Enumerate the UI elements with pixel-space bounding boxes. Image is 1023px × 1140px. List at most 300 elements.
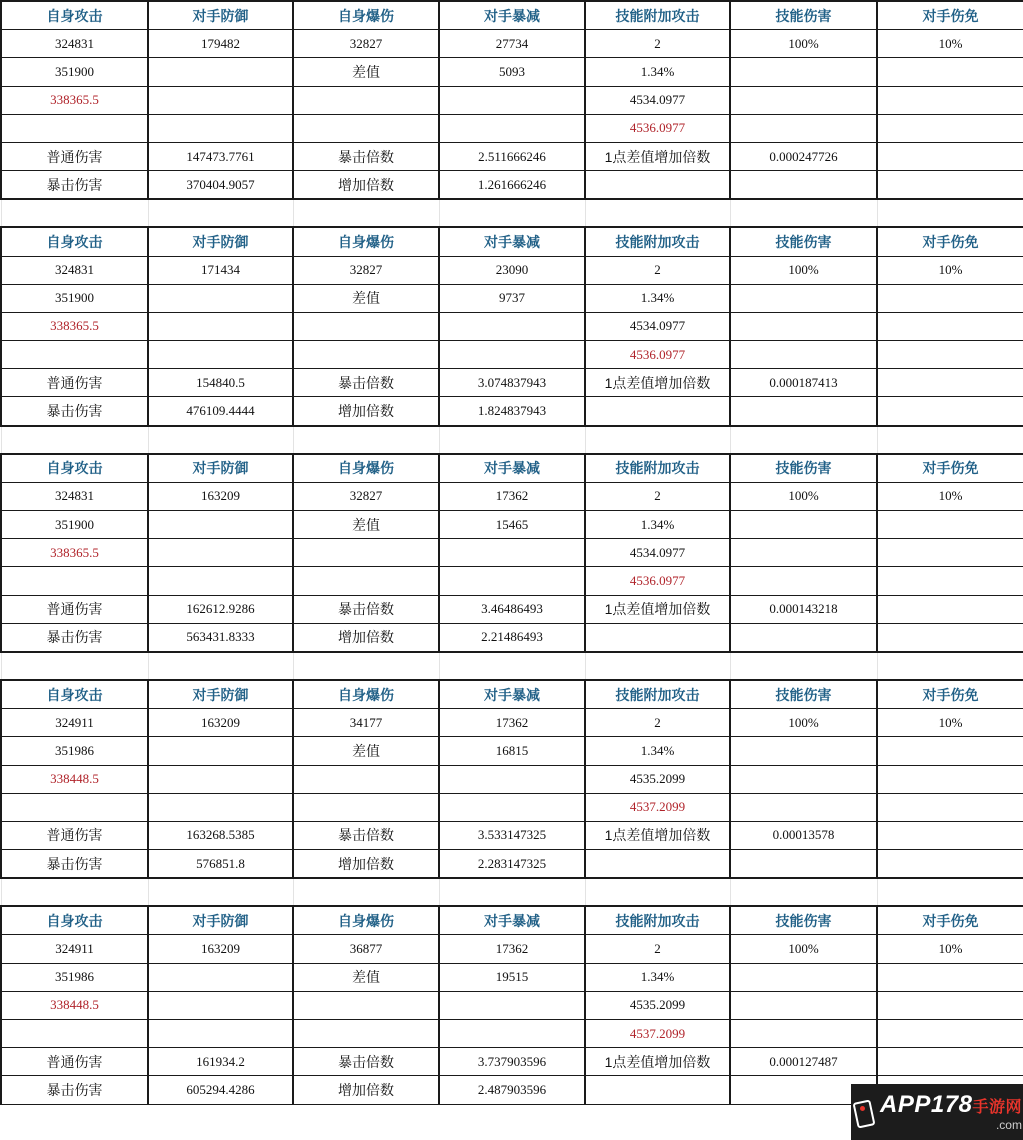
empty-cell [439,114,585,142]
empty-cell [730,963,877,991]
empty-cell [148,284,293,312]
empty-cell [877,878,1023,906]
empty-cell [148,58,293,86]
data-cell: 2.21486493 [439,623,585,652]
empty-cell [585,1076,730,1104]
row-label: 普通伤害 [1,821,148,849]
empty-cell [1,878,148,906]
row-label: 1点差值增加倍数 [585,369,730,397]
column-header: 自身爆伤 [293,227,439,256]
table-row [1,539,1023,567]
empty-cell [585,199,730,227]
column-header: 对手暴减 [439,1,585,30]
empty-cell [877,397,1023,426]
empty-cell [293,793,439,821]
data-cell: 476109.4444 [148,397,293,426]
data-cell: 100% [730,482,877,510]
column-header: 技能附加攻击 [585,454,730,483]
empty-cell [730,1020,877,1048]
empty-cell [293,539,439,567]
empty-cell [293,114,439,142]
watermark-brand [880,1093,1022,1117]
empty-cell [293,878,439,906]
row-label: 增加倍数 [293,397,439,426]
empty-cell [439,1020,585,1048]
data-cell: 4536.0977 [585,341,730,369]
empty-cell [585,652,730,680]
empty-cell [439,991,585,1019]
data-cell: 0.000143218 [730,595,877,623]
data-cell: 3.074837943 [439,369,585,397]
data-cell: 163268.5385 [148,821,293,849]
table-row [1,963,1023,991]
data-cell: 100% [730,935,877,963]
column-header: 技能伤害 [730,227,877,256]
data-cell: 154840.5 [148,369,293,397]
column-header: 技能伤害 [730,1,877,30]
data-cell: 16815 [439,737,585,765]
empty-cell [585,426,730,454]
empty-cell [730,312,877,340]
empty-cell [1,793,148,821]
separator-row [1,652,1023,680]
empty-cell [877,369,1023,397]
empty-cell [439,86,585,114]
header-row [1,906,1023,935]
data-cell: 4536.0977 [585,567,730,595]
data-cell: 576851.8 [148,850,293,879]
data-cell: 0.000187413 [730,369,877,397]
row-label: 普通伤害 [1,595,148,623]
data-cell: 34177 [293,709,439,737]
empty-cell [877,991,1023,1019]
data-cell: 324831 [1,256,148,284]
data-cell: 1.34% [585,737,730,765]
empty-cell [148,341,293,369]
row-label: 暴击伤害 [1,397,148,426]
column-header: 技能附加攻击 [585,1,730,30]
column-header: 对手伤免 [877,680,1023,709]
data-cell: 179482 [148,30,293,58]
table-row [1,1020,1023,1048]
table-row [1,765,1023,793]
row-label: 暴击倍数 [293,1048,439,1076]
empty-cell [877,284,1023,312]
data-cell: 2 [585,709,730,737]
column-header: 对手伤免 [877,227,1023,256]
empty-cell [877,1048,1023,1076]
empty-cell [730,341,877,369]
data-cell: 338448.5 [1,765,148,793]
data-cell: 9737 [439,284,585,312]
empty-cell [877,595,1023,623]
empty-cell [439,652,585,680]
empty-cell [148,511,293,539]
data-cell: 0.00013578 [730,821,877,849]
empty-cell [877,142,1023,170]
empty-cell [148,86,293,114]
empty-cell [730,793,877,821]
data-cell: 324831 [1,482,148,510]
data-cell: 17362 [439,935,585,963]
empty-cell [148,114,293,142]
empty-cell [148,312,293,340]
empty-cell [439,793,585,821]
data-cell: 605294.4286 [148,1076,293,1104]
data-cell: 32827 [293,256,439,284]
data-cell: 19515 [439,963,585,991]
empty-cell [585,171,730,200]
table-row [1,341,1023,369]
empty-cell [293,426,439,454]
data-cell: 10% [877,709,1023,737]
header-row [1,1,1023,30]
empty-cell [1,426,148,454]
table-row [1,397,1023,426]
empty-cell [439,765,585,793]
data-cell: 351900 [1,511,148,539]
empty-cell [730,878,877,906]
data-cell: 1.34% [585,58,730,86]
phone-icon [852,1097,874,1127]
data-cell: 3.533147325 [439,821,585,849]
row-label: 暴击倍数 [293,595,439,623]
empty-cell [730,114,877,142]
table-row [1,30,1023,58]
table-row [1,623,1023,652]
row-label: 增加倍数 [293,1076,439,1104]
column-header: 技能伤害 [730,680,877,709]
empty-cell [877,539,1023,567]
data-cell: 15465 [439,511,585,539]
row-label: 差值 [293,737,439,765]
data-cell: 3.46486493 [439,595,585,623]
data-cell: 0.000127487 [730,1048,877,1076]
separator-row [1,199,1023,227]
empty-cell [730,199,877,227]
empty-cell [730,284,877,312]
empty-cell [148,991,293,1019]
data-cell: 338365.5 [1,312,148,340]
data-cell: 162612.9286 [148,595,293,623]
data-cell: 163209 [148,935,293,963]
data-cell: 100% [730,30,877,58]
empty-cell [1,567,148,595]
row-label: 差值 [293,511,439,539]
empty-cell [730,58,877,86]
row-label: 增加倍数 [293,850,439,879]
column-header: 对手伤免 [877,906,1023,935]
empty-cell [148,878,293,906]
row-label: 普通伤害 [1,1048,148,1076]
data-cell: 163209 [148,482,293,510]
data-cell: 17362 [439,709,585,737]
table-row [1,991,1023,1019]
data-cell: 2.511666246 [439,142,585,170]
table-row [1,142,1023,170]
empty-cell [730,171,877,200]
data-cell: 10% [877,482,1023,510]
empty-cell [730,426,877,454]
header-row [1,454,1023,483]
row-label: 普通伤害 [1,142,148,170]
row-label: 暴击倍数 [293,142,439,170]
empty-cell [730,86,877,114]
app178-watermark-logo [851,1084,1023,1140]
empty-cell [293,199,439,227]
data-cell: 32827 [293,482,439,510]
table-row [1,312,1023,340]
empty-cell [293,567,439,595]
empty-cell [439,567,585,595]
table-row [1,482,1023,510]
column-header: 自身爆伤 [293,454,439,483]
empty-cell [730,623,877,652]
empty-cell [877,426,1023,454]
data-cell: 4535.2099 [585,991,730,1019]
data-cell: 563431.8333 [148,623,293,652]
data-cell: 2 [585,482,730,510]
column-header: 对手防御 [148,227,293,256]
empty-cell [877,963,1023,991]
empty-cell [877,793,1023,821]
empty-cell [148,567,293,595]
column-header: 技能附加攻击 [585,227,730,256]
empty-cell [293,1020,439,1048]
watermark-brand-sub: 手游网 [972,1099,1022,1116]
table-row [1,935,1023,963]
empty-cell [1,199,148,227]
empty-cell [877,623,1023,652]
empty-cell [148,426,293,454]
empty-cell [730,567,877,595]
row-label: 暴击倍数 [293,821,439,849]
column-header: 对手防御 [148,680,293,709]
empty-cell [1,1020,148,1048]
table-row [1,511,1023,539]
data-cell: 2 [585,30,730,58]
column-header: 自身攻击 [1,454,148,483]
empty-cell [877,511,1023,539]
empty-cell [293,991,439,1019]
table-row [1,567,1023,595]
data-cell: 4537.2099 [585,793,730,821]
empty-cell [293,765,439,793]
column-header: 自身爆伤 [293,680,439,709]
column-header: 对手暴减 [439,454,585,483]
data-cell: 4534.0977 [585,86,730,114]
empty-cell [877,652,1023,680]
empty-cell [148,652,293,680]
empty-cell [148,765,293,793]
empty-cell [877,114,1023,142]
column-header: 对手防御 [148,906,293,935]
data-cell: 100% [730,256,877,284]
row-label: 增加倍数 [293,171,439,200]
row-label: 1点差值增加倍数 [585,595,730,623]
table-row [1,595,1023,623]
empty-cell [293,312,439,340]
empty-cell [293,341,439,369]
data-cell: 351986 [1,737,148,765]
empty-cell [730,765,877,793]
column-header: 自身爆伤 [293,1,439,30]
empty-cell [148,539,293,567]
table-row [1,114,1023,142]
column-header: 自身攻击 [1,227,148,256]
empty-cell [439,341,585,369]
row-label: 增加倍数 [293,623,439,652]
header-row [1,680,1023,709]
column-header: 对手暴减 [439,906,585,935]
empty-cell [877,86,1023,114]
row-label: 1点差值增加倍数 [585,1048,730,1076]
table-row [1,1048,1023,1076]
empty-cell [1,114,148,142]
data-cell: 351900 [1,284,148,312]
row-label: 差值 [293,963,439,991]
empty-cell [730,511,877,539]
data-cell: 2 [585,256,730,284]
table-row [1,256,1023,284]
separator-row [1,426,1023,454]
column-header: 对手伤免 [877,1,1023,30]
data-cell: 324911 [1,935,148,963]
table-row [1,58,1023,86]
column-header: 技能附加攻击 [585,680,730,709]
data-cell: 1.824837943 [439,397,585,426]
data-cell: 324911 [1,709,148,737]
empty-cell [730,850,877,879]
row-label: 暴击伤害 [1,850,148,879]
column-header: 对手防御 [148,1,293,30]
data-cell: 10% [877,30,1023,58]
empty-cell [585,878,730,906]
empty-cell [730,991,877,1019]
column-header: 技能伤害 [730,906,877,935]
data-cell: 351986 [1,963,148,991]
data-cell: 147473.7761 [148,142,293,170]
data-cell: 338365.5 [1,539,148,567]
data-cell: 324831 [1,30,148,58]
table-row [1,369,1023,397]
empty-cell [439,878,585,906]
empty-cell [1,652,148,680]
column-header: 对手暴减 [439,227,585,256]
data-cell: 4536.0977 [585,114,730,142]
empty-cell [148,793,293,821]
data-cell: 1.34% [585,963,730,991]
data-cell: 171434 [148,256,293,284]
data-cell: 10% [877,935,1023,963]
row-label: 暴击伤害 [1,623,148,652]
empty-cell [439,539,585,567]
empty-cell [585,850,730,879]
column-header: 技能附加攻击 [585,906,730,935]
data-cell: 2 [585,935,730,963]
column-header: 自身爆伤 [293,906,439,935]
data-cell: 17362 [439,482,585,510]
empty-cell [585,623,730,652]
empty-cell [585,397,730,426]
table-row [1,709,1023,737]
empty-cell [439,426,585,454]
data-cell: 351900 [1,58,148,86]
data-cell: 4535.2099 [585,765,730,793]
table-row [1,284,1023,312]
data-cell: 36877 [293,935,439,963]
empty-cell [293,86,439,114]
column-header: 自身攻击 [1,680,148,709]
empty-cell [730,737,877,765]
data-cell: 100% [730,709,877,737]
data-cell: 4534.0977 [585,539,730,567]
row-label: 差值 [293,284,439,312]
empty-cell [877,821,1023,849]
row-label: 暴击伤害 [1,171,148,200]
watermark-domain: .com [995,1118,1022,1132]
row-label: 1点差值增加倍数 [585,821,730,849]
data-cell: 23090 [439,256,585,284]
empty-cell [148,199,293,227]
data-cell: 1.34% [585,511,730,539]
data-cell: 32827 [293,30,439,58]
data-cell: 161934.2 [148,1048,293,1076]
column-header: 对手伤免 [877,454,1023,483]
table-row [1,86,1023,114]
table-row [1,737,1023,765]
table-row [1,850,1023,879]
column-header: 对手防御 [148,454,293,483]
header-row [1,227,1023,256]
column-header: 对手暴减 [439,680,585,709]
empty-cell [293,652,439,680]
data-cell: 2.283147325 [439,850,585,879]
empty-cell [877,737,1023,765]
empty-cell [877,850,1023,879]
empty-cell [1,341,148,369]
empty-cell [877,765,1023,793]
empty-cell [877,341,1023,369]
empty-cell [877,58,1023,86]
column-header: 自身攻击 [1,906,148,935]
row-label: 1点差值增加倍数 [585,142,730,170]
empty-cell [439,312,585,340]
table-row [1,793,1023,821]
row-label: 差值 [293,58,439,86]
data-cell: 0.000247726 [730,142,877,170]
column-header: 技能伤害 [730,454,877,483]
data-cell: 2.487903596 [439,1076,585,1104]
empty-cell [148,1020,293,1048]
empty-cell [877,1020,1023,1048]
empty-cell [439,199,585,227]
empty-cell [148,737,293,765]
row-label: 暴击倍数 [293,369,439,397]
table-row [1,171,1023,200]
watermark-brand-main: APP178 [880,1091,973,1118]
separator-row [1,878,1023,906]
data-cell: 3.737903596 [439,1048,585,1076]
data-cell: 338448.5 [1,991,148,1019]
empty-cell [877,312,1023,340]
data-cell: 4534.0977 [585,312,730,340]
empty-cell [877,199,1023,227]
data-cell: 1.34% [585,284,730,312]
data-cell: 338365.5 [1,86,148,114]
row-label: 暴击伤害 [1,1076,148,1104]
data-cell: 10% [877,256,1023,284]
